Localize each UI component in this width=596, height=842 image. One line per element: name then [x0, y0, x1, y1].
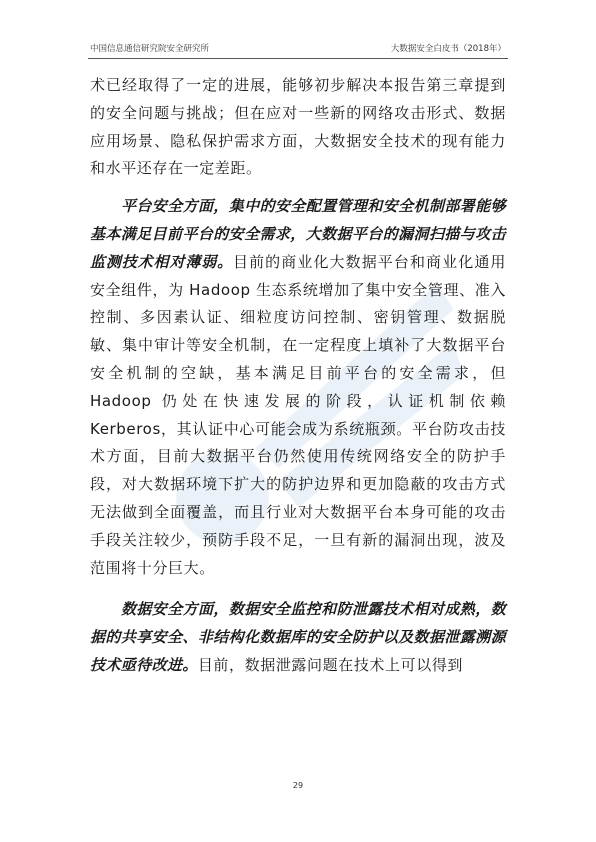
page-number: 29	[292, 781, 304, 790]
header-divider	[88, 58, 508, 59]
paragraph-3-emphasis: 数据安全方面，数据安全监控和防泄露技术相对成熟，数据的共享安全、非结构化数据库的安全防护以及数据泄露溯源技术亟待改进。	[90, 600, 507, 674]
paragraph-1: 术已经取得了一定的进展，能够初步解决本报告第三章提到的安全问题与挑战；但在应对一些新的网络攻击形式、数据应用场景、隐私保护需求方面，大数据安全技术的现有能力和水平还存在一定差距。	[90, 76, 506, 178]
paragraph-2-emphasis: 平台安全方面，集中的安全配置管理和安全机制部署能够基本满足目前平台的安全需求，大数据平台的漏洞扫描与攻击监测技术相对薄弱。	[90, 197, 507, 271]
paragraph-3	[90, 596, 506, 679]
paragraph-2	[90, 193, 506, 582]
header-organization: 中国信息通信研究院安全研究所	[90, 44, 210, 54]
paragraph-2-text: 目前的商业化大数据平台和商业化通用安全组件，为 Hadoop 生态系统增加了集中安全管理、准入控制、多因素认证、细粒度访问控制、密钥管理、数据脱敏、集中审计等安全机制，在一定程度上填补了大数据平台安全机制的空缺，基本满足目前平台的安全需求，但 Hadoop 仍处在快速发展的阶段，认证机制依赖 Kerberos，其认证中心可能会成为系统瓶颈。平台防攻击技术方面，目前大数据平台仍然使用传统网络安全的防护手段，对大数据环境下扩大的防护边界和更加隐蔽的攻击方式无法做到全面覆盖，而且行业对大数据平台本身可能的攻击手段关注较少，预防手段不足，一旦有新的漏洞出现，波及范围将十分巨大。	[90, 252, 507, 577]
running-header	[90, 42, 506, 56]
body-text	[90, 72, 506, 680]
header-document-title: 大数据安全白皮书（2018年）	[390, 44, 506, 54]
paragraph-3-text: 目前，数据泄露问题在技术上可以得到	[197, 655, 464, 674]
